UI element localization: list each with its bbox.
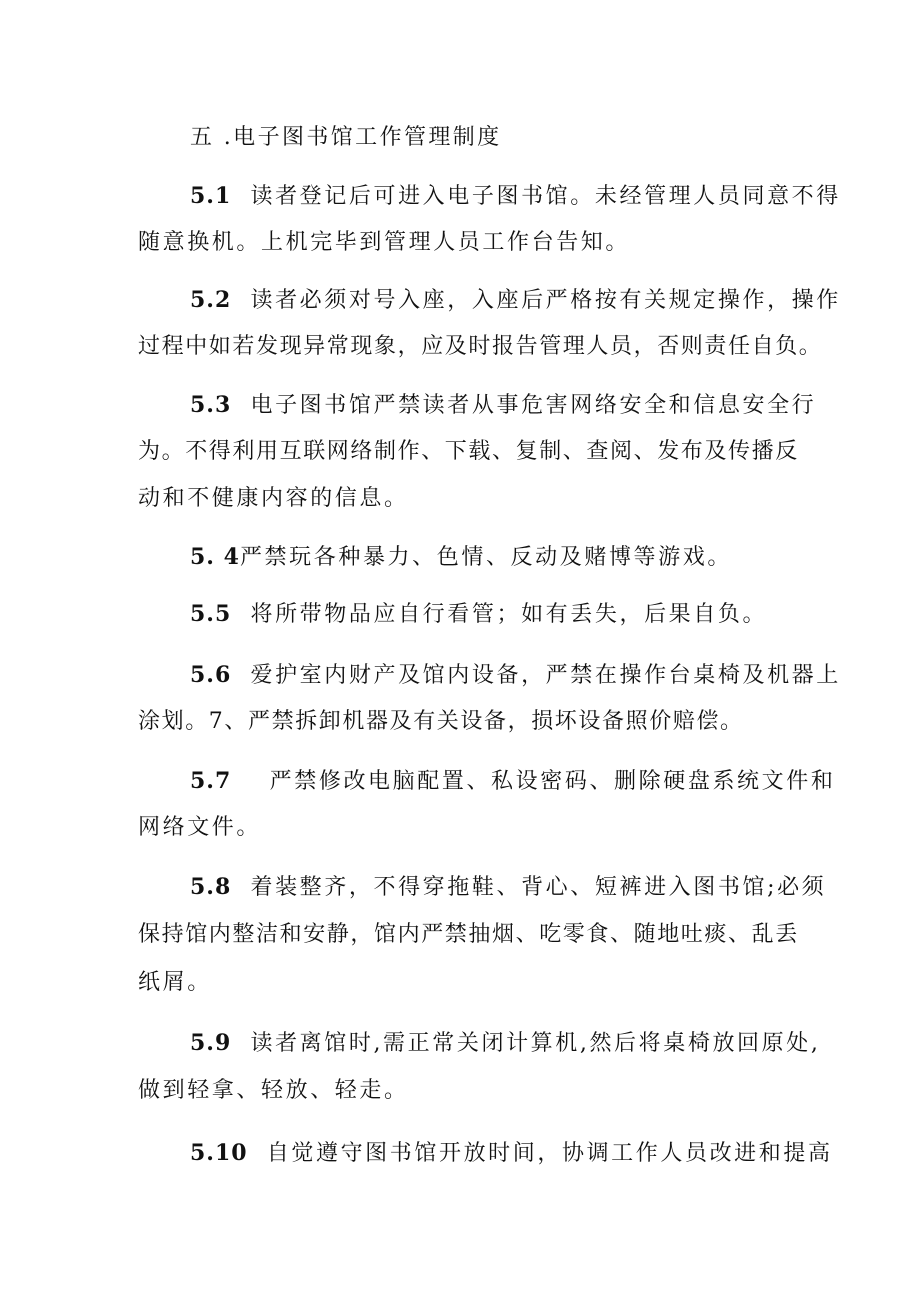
rule-text: 读者必须对号入座，入座后严格按有关规定操作，操作	[250, 288, 841, 313]
rule-text: 着装整齐，不得穿拖鞋、背心、短裤进入图书馆;必须	[250, 875, 827, 900]
rule-number: 5.2	[190, 287, 232, 313]
rule-text: 电子图书馆严禁读者从事危害网络安全和信息安全行	[250, 393, 817, 418]
rule-number: 5.9	[190, 1030, 232, 1056]
rule-item-5-7	[190, 766, 835, 797]
rule-item-5-1	[190, 181, 841, 212]
rule-text-continuation: 为。不得利用互联网络制作、下载、复制、查阅、发布及传播反	[138, 439, 799, 464]
rule-text: 爱护室内财产及馆内设备，严禁在操作台桌椅及机器上	[250, 663, 841, 688]
rule-item-5-8	[190, 872, 826, 903]
rule-item-5-10	[190, 1138, 833, 1169]
rule-number: 5.10	[190, 1140, 248, 1166]
rule-text: 读者离馆时,需正常关闭计算机,然后将桌椅放回原处,	[250, 1031, 821, 1056]
rule-text-continuation: 随意换机。上机完毕到管理人员工作台告知。	[138, 230, 631, 255]
rule-text: 严禁修改电脑配置、私设密码、删除硬盘系统文件和	[269, 769, 836, 794]
rule-text: 读者登记后可进入电子图书馆。未经管理人员同意不得	[250, 184, 841, 209]
rule-item-5-2	[190, 285, 841, 316]
rule-item-5-9	[190, 1028, 820, 1059]
rule-text: 严禁玩各种暴力、色情、反动及赌博等游戏。	[239, 545, 732, 570]
rule-number: 5.5	[190, 601, 232, 627]
rule-text: 自觉遵守图书馆开放时间，协调工作人员改进和提高	[266, 1141, 833, 1166]
rule-text-continuation: 做到轻拿、轻放、轻走。	[138, 1078, 409, 1103]
rule-item-5-4	[190, 542, 732, 573]
rule-number: 5.3	[190, 392, 232, 418]
rule-text-continuation: 涂划。7、严禁拆卸机器及有关设备，损坏设备照价赔偿。	[138, 709, 744, 734]
rule-number: 5.6	[190, 662, 232, 688]
rule-number: 5.1	[190, 183, 232, 209]
rule-number: 5.7	[190, 768, 232, 794]
page-title: 五 .电子图书馆工作管理制度	[190, 125, 502, 150]
rule-text-continuation: 过程中如若发现异常现象，应及时报告管理人员，否则责任自负。	[138, 334, 823, 359]
rule-text-continuation: 动和不健康内容的信息。	[138, 486, 409, 511]
rule-text-continuation: 网络文件。	[138, 815, 262, 840]
rule-item-5-6	[190, 660, 841, 691]
rule-number: 5.8	[190, 874, 232, 900]
rule-number: 5. 4	[190, 544, 240, 570]
rule-item-5-5	[190, 599, 767, 630]
rule-text-continuation: 保持馆内整洁和安静，馆内严禁抽烟、吃零食、随地吐痰、乱丢	[138, 922, 799, 947]
rule-item-5-3	[190, 390, 816, 421]
rule-text-continuation: 纸屑。	[138, 970, 212, 995]
rule-text: 将所带物品应自行看管；如有丢失，后果自负。	[250, 602, 768, 627]
